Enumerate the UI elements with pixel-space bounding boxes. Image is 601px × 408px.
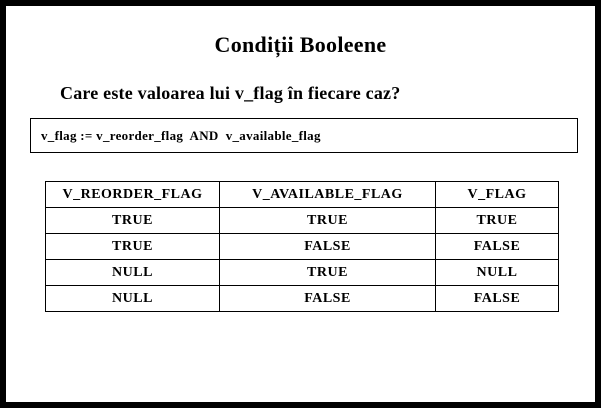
table-cell: FALSE: [436, 286, 559, 312]
table-row: [46, 286, 559, 312]
question-text: Care este valoarea lui v_flag în fiecare caz?: [60, 83, 401, 103]
table-cell: NULL: [46, 260, 220, 286]
table-row: [46, 260, 559, 286]
truth-table: [45, 181, 559, 312]
table-cell: TRUE: [46, 234, 220, 260]
table-cell: TRUE: [220, 208, 436, 234]
slide-title: Condiții Booleene: [214, 32, 387, 57]
table-cell: TRUE: [436, 208, 559, 234]
table-cell: TRUE: [46, 208, 220, 234]
table-row: [46, 208, 559, 234]
header-cell-v-flag: V_FLAG: [436, 182, 559, 208]
table-cell: FALSE: [436, 234, 559, 260]
header-cell-v-reorder-flag: V_REORDER_FLAG: [46, 182, 220, 208]
header-cell-v-available-flag: V_AVAILABLE_FLAG: [220, 182, 436, 208]
table-cell: FALSE: [220, 286, 436, 312]
table-cell: FALSE: [220, 234, 436, 260]
code-expression-box: [30, 118, 578, 153]
code-expression-text: v_flag := v_reorder_flag AND v_available_flag: [41, 127, 321, 143]
table-header-row: [46, 182, 559, 208]
table-row: [46, 234, 559, 260]
table-cell: NULL: [436, 260, 559, 286]
table-cell: NULL: [46, 286, 220, 312]
table-cell: TRUE: [220, 260, 436, 286]
